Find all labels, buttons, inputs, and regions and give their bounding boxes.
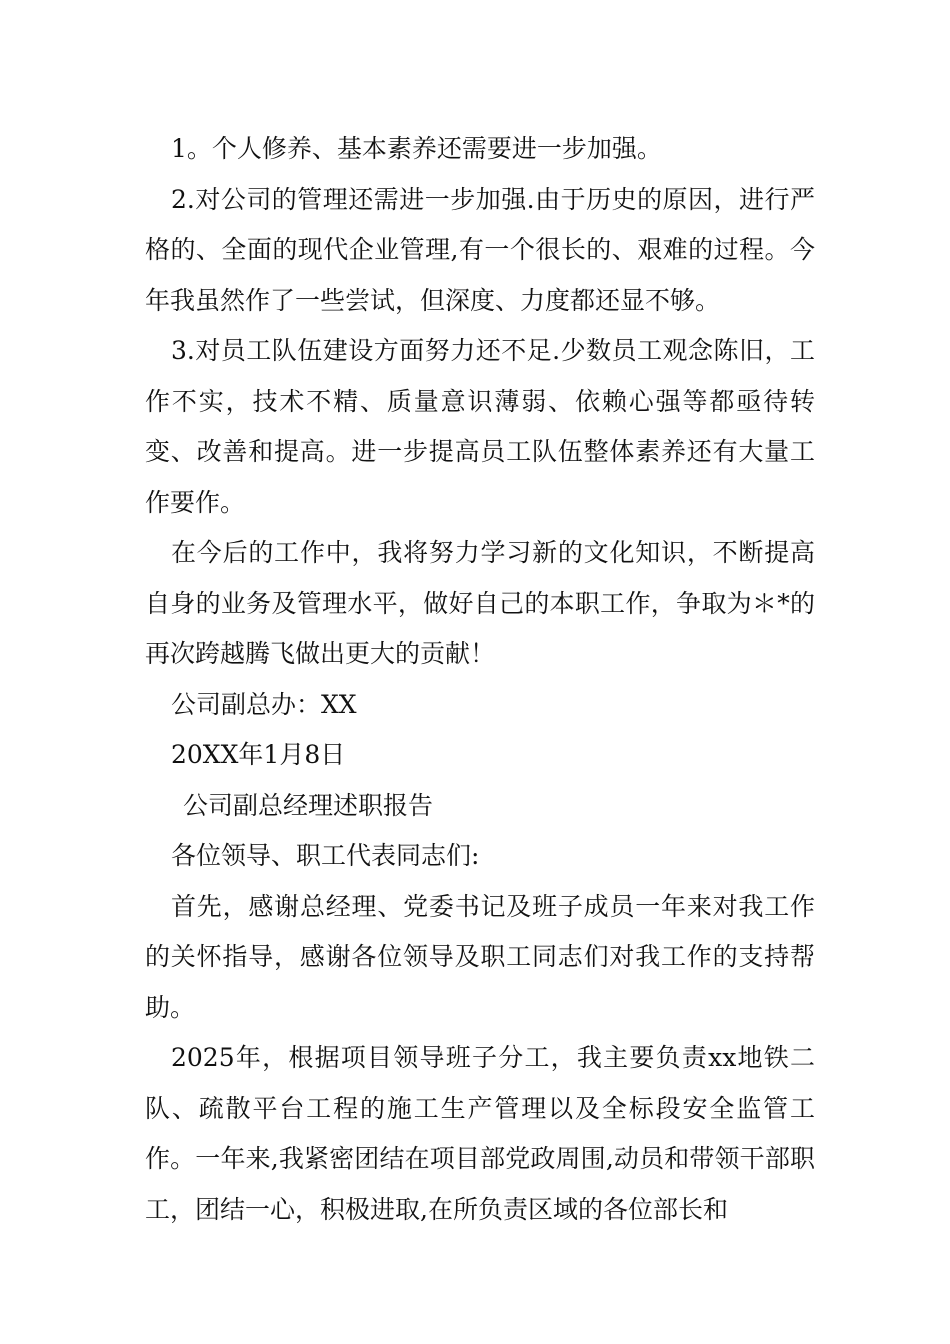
report-title: 公司副总经理述职报告 xyxy=(183,790,434,820)
paragraph-improvement-3: 3.对员工队伍建设方面努力还不足.少数员工观念陈旧，工作不实，技术不精、质量意识薄弱、依赖心强等都亟待转变、改善和提高。进一步提高员工队伍整体素养还有大量工作要作。 xyxy=(145,336,815,517)
paragraph-thanks: 首先，感谢总经理、党委书记及班子成员一年来对我工作的关怀指导，感谢各位领导及职工同志们对我工作的支持帮助。 xyxy=(145,891,815,1022)
document-body xyxy=(145,124,815,1235)
paragraph-improvement-1: 1。个人修养、基本素养还需要进一步加强。 xyxy=(171,134,662,163)
paragraph-improvement-2: 2.对公司的管理还需进一步加强.由于历史的原因，进行严格的、全面的现代企业管理,有一个很长的、艰难的过程。今年我虽然作了一些尝试，但深度、力度都还显不够。 xyxy=(145,184,815,315)
date-line: 20XX年1月8日 xyxy=(171,740,346,769)
paragraph-future-work: 在今后的工作中，我将努力学习新的文化知识，不断提高自身的业务及管理水平，做好自己的本职工作，争取为＊*的再次跨越腾飞做出更大的贡献！ xyxy=(145,538,815,668)
paragraph-responsibilities: 2025年，根据项目领导班子分工，我主要负责xx地铁二队、疏散平台工程的施工生产管理以及全标段安全监管工作。一年来,我紧密团结在项目部党政周围,动员和带领干部职工，团结一心，积极进取,在所负责区域的各位部长和 xyxy=(145,1043,815,1224)
salutation: 各位领导、职工代表同志们: xyxy=(171,841,480,870)
signature-line: 公司副总办：XX xyxy=(171,689,357,719)
